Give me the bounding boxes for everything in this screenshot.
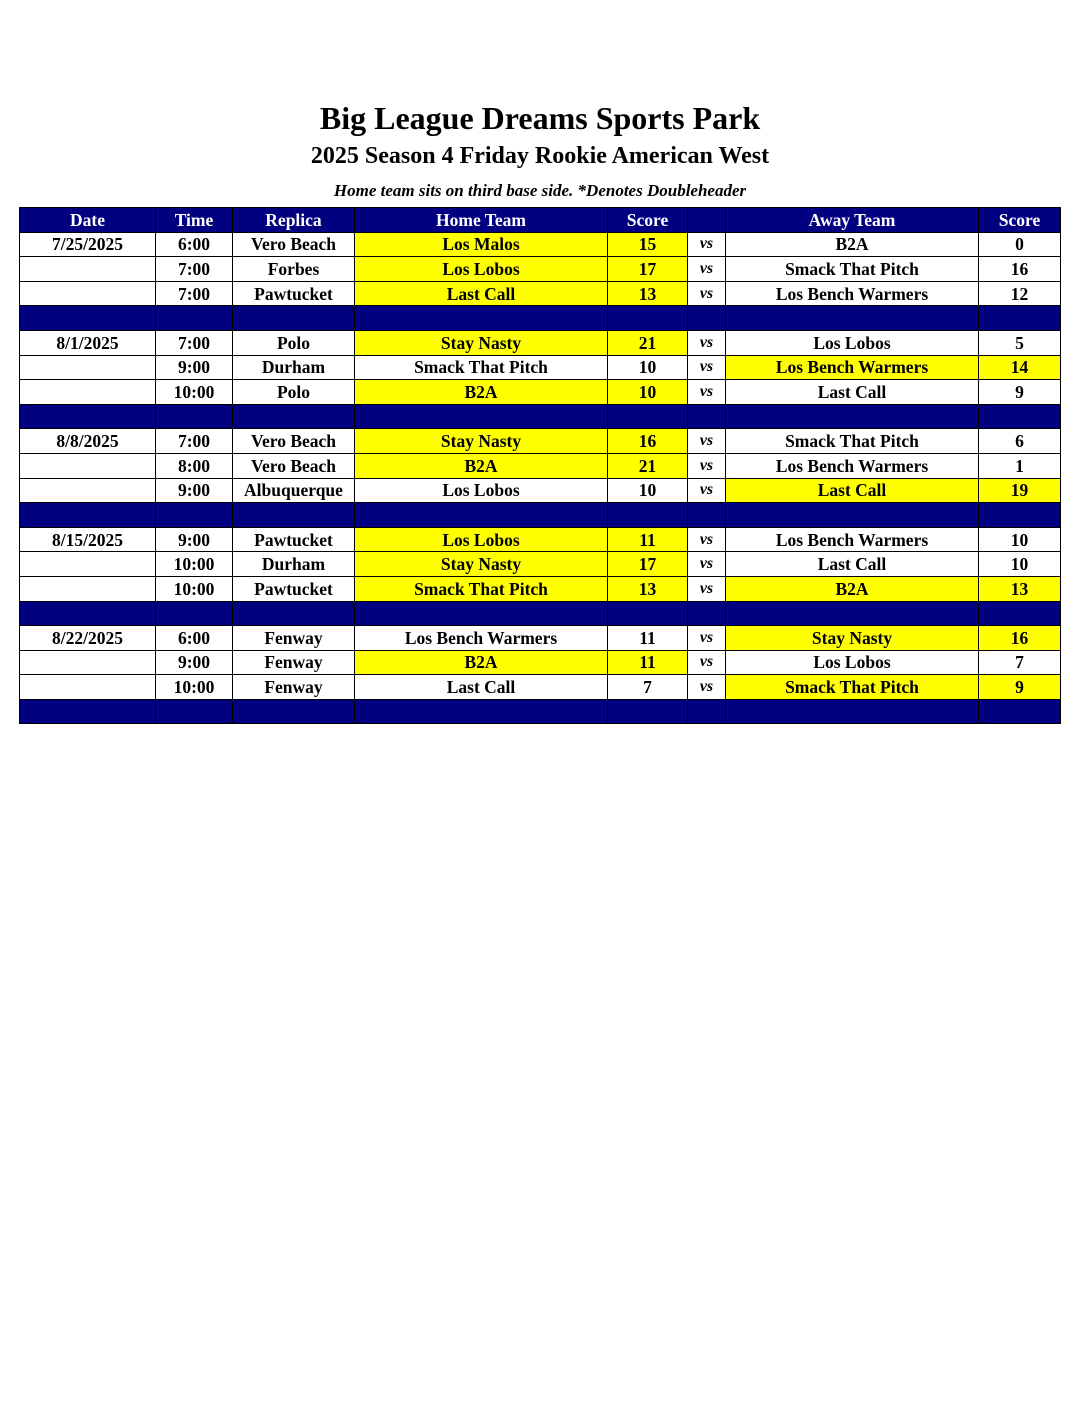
- separator-cell: [20, 306, 156, 331]
- home-team-cell: Smack That Pitch: [355, 576, 608, 601]
- separator-cell: [355, 404, 608, 429]
- away-score-cell: 16: [979, 626, 1061, 651]
- separator-cell: [156, 404, 233, 429]
- home-score-cell: 10: [608, 380, 688, 405]
- game-row: [20, 429, 1061, 454]
- home-score-cell: 13: [608, 576, 688, 601]
- home-team-cell: Los Lobos: [355, 257, 608, 282]
- page-title: Big League Dreams Sports Park: [319, 100, 761, 136]
- separator-cell: [979, 306, 1061, 331]
- time-cell: 9:00: [156, 527, 233, 552]
- vs-cell: vs: [688, 675, 726, 700]
- game-row: [20, 355, 1061, 380]
- separator-cell: [608, 601, 688, 626]
- column-header-date: Date: [20, 208, 156, 233]
- game-row: [20, 281, 1061, 306]
- home-score-cell: 11: [608, 626, 688, 651]
- game-row: [20, 650, 1061, 675]
- away-team-cell: B2A: [726, 232, 979, 257]
- away-team-cell: B2A: [726, 576, 979, 601]
- separator-cell: [688, 404, 726, 429]
- home-team-cell: B2A: [355, 650, 608, 675]
- column-header-away-team: Away Team: [726, 208, 979, 233]
- separator-cell: [233, 404, 355, 429]
- separator-row: [20, 601, 1061, 626]
- home-score-cell: 7: [608, 675, 688, 700]
- away-score-cell: 9: [979, 675, 1061, 700]
- home-team-cell: Stay Nasty: [355, 429, 608, 454]
- column-header-away-score: Score: [979, 208, 1061, 233]
- separator-cell: [726, 601, 979, 626]
- replica-cell: Fenway: [233, 650, 355, 675]
- date-cell: [20, 552, 156, 577]
- separator-cell: [355, 306, 608, 331]
- away-team-cell: Last Call: [726, 478, 979, 503]
- replica-cell: Forbes: [233, 257, 355, 282]
- separator-cell: [979, 699, 1061, 724]
- separator-cell: [726, 306, 979, 331]
- time-cell: 9:00: [156, 650, 233, 675]
- replica-cell: Polo: [233, 330, 355, 355]
- away-score-cell: 10: [979, 527, 1061, 552]
- separator-cell: [20, 601, 156, 626]
- away-team-cell: Los Lobos: [726, 650, 979, 675]
- separator-cell: [355, 699, 608, 724]
- date-cell: [20, 453, 156, 478]
- schedule-body: [20, 232, 1061, 724]
- away-score-cell: 12: [979, 281, 1061, 306]
- replica-cell: Durham: [233, 355, 355, 380]
- separator-cell: [726, 699, 979, 724]
- date-cell: [20, 576, 156, 601]
- separator-cell: [726, 503, 979, 528]
- game-row: [20, 232, 1061, 257]
- vs-cell: vs: [688, 576, 726, 601]
- date-cell: 8/22/2025: [20, 626, 156, 651]
- vs-cell: vs: [688, 650, 726, 675]
- replica-cell: Fenway: [233, 675, 355, 700]
- vs-cell: vs: [688, 330, 726, 355]
- separator-cell: [355, 601, 608, 626]
- game-row: [20, 257, 1061, 282]
- time-cell: 7:00: [156, 330, 233, 355]
- vs-cell: vs: [688, 380, 726, 405]
- game-row: [20, 626, 1061, 651]
- replica-cell: Durham: [233, 552, 355, 577]
- away-score-cell: 5: [979, 330, 1061, 355]
- table-header-row: [20, 208, 1061, 233]
- vs-cell: vs: [688, 453, 726, 478]
- home-score-cell: 10: [608, 355, 688, 380]
- vs-cell: vs: [688, 527, 726, 552]
- away-team-cell: Los Lobos: [726, 330, 979, 355]
- time-cell: 10:00: [156, 675, 233, 700]
- separator-cell: [233, 306, 355, 331]
- game-row: [20, 380, 1061, 405]
- away-team-cell: Stay Nasty: [726, 626, 979, 651]
- away-score-cell: 14: [979, 355, 1061, 380]
- replica-cell: Vero Beach: [233, 429, 355, 454]
- date-cell: [20, 257, 156, 282]
- home-team-cell: Los Malos: [355, 232, 608, 257]
- separator-cell: [233, 601, 355, 626]
- vs-cell: vs: [688, 281, 726, 306]
- replica-cell: Pawtucket: [233, 527, 355, 552]
- home-score-cell: 16: [608, 429, 688, 454]
- home-team-cell: Los Bench Warmers: [355, 626, 608, 651]
- separator-cell: [608, 699, 688, 724]
- vs-cell: vs: [688, 355, 726, 380]
- column-header-home-team: Home Team: [355, 208, 608, 233]
- separator-cell: [726, 404, 979, 429]
- away-score-cell: 1: [979, 453, 1061, 478]
- separator-cell: [608, 306, 688, 331]
- separator-cell: [20, 503, 156, 528]
- separator-cell: [688, 601, 726, 626]
- column-header-time: Time: [156, 208, 233, 233]
- away-team-cell: Los Bench Warmers: [726, 355, 979, 380]
- date-cell: 8/15/2025: [20, 527, 156, 552]
- vs-cell: vs: [688, 552, 726, 577]
- away-score-cell: 0: [979, 232, 1061, 257]
- home-team-cell: B2A: [355, 380, 608, 405]
- column-header-replica: Replica: [233, 208, 355, 233]
- separator-row: [20, 699, 1061, 724]
- away-team-cell: Smack That Pitch: [726, 429, 979, 454]
- home-score-cell: 17: [608, 552, 688, 577]
- home-score-cell: 21: [608, 453, 688, 478]
- home-score-cell: 10: [608, 478, 688, 503]
- date-cell: [20, 478, 156, 503]
- home-team-cell: Smack That Pitch: [355, 355, 608, 380]
- away-team-cell: Last Call: [726, 380, 979, 405]
- separator-cell: [20, 699, 156, 724]
- away-team-cell: Los Bench Warmers: [726, 281, 979, 306]
- home-score-cell: 13: [608, 281, 688, 306]
- away-score-cell: 6: [979, 429, 1061, 454]
- separator-row: [20, 503, 1061, 528]
- separator-row: [20, 404, 1061, 429]
- home-team-cell: Los Lobos: [355, 527, 608, 552]
- time-cell: 6:00: [156, 232, 233, 257]
- away-team-cell: Last Call: [726, 552, 979, 577]
- away-team-cell: Smack That Pitch: [726, 675, 979, 700]
- time-cell: 9:00: [156, 478, 233, 503]
- home-team-cell: Stay Nasty: [355, 330, 608, 355]
- away-team-cell: Los Bench Warmers: [726, 527, 979, 552]
- separator-cell: [156, 503, 233, 528]
- date-cell: [20, 281, 156, 306]
- page-note: Home team sits on third base side. *Denotes Doubleheader: [333, 181, 747, 200]
- time-cell: 8:00: [156, 453, 233, 478]
- home-score-cell: 21: [608, 330, 688, 355]
- separator-cell: [156, 699, 233, 724]
- away-team-cell: Los Bench Warmers: [726, 453, 979, 478]
- home-score-cell: 15: [608, 232, 688, 257]
- time-cell: 7:00: [156, 281, 233, 306]
- home-team-cell: B2A: [355, 453, 608, 478]
- home-team-cell: Last Call: [355, 675, 608, 700]
- away-team-cell: Smack That Pitch: [726, 257, 979, 282]
- vs-cell: vs: [688, 257, 726, 282]
- time-cell: 10:00: [156, 576, 233, 601]
- vs-cell: vs: [688, 478, 726, 503]
- separator-cell: [233, 699, 355, 724]
- replica-cell: Albuquerque: [233, 478, 355, 503]
- replica-cell: Vero Beach: [233, 232, 355, 257]
- vs-cell: vs: [688, 429, 726, 454]
- away-score-cell: 16: [979, 257, 1061, 282]
- column-header-vs: [688, 208, 726, 233]
- date-cell: 8/1/2025: [20, 330, 156, 355]
- away-score-cell: 9: [979, 380, 1061, 405]
- separator-cell: [608, 503, 688, 528]
- vs-cell: vs: [688, 232, 726, 257]
- away-score-cell: 7: [979, 650, 1061, 675]
- separator-cell: [688, 503, 726, 528]
- home-team-cell: Stay Nasty: [355, 552, 608, 577]
- column-header-home-score: Score: [608, 208, 688, 233]
- game-row: [20, 478, 1061, 503]
- home-score-cell: 11: [608, 527, 688, 552]
- game-row: [20, 576, 1061, 601]
- vs-cell: vs: [688, 626, 726, 651]
- separator-cell: [20, 404, 156, 429]
- separator-cell: [979, 404, 1061, 429]
- separator-cell: [979, 503, 1061, 528]
- game-row: [20, 330, 1061, 355]
- separator-cell: [688, 699, 726, 724]
- home-score-cell: 11: [608, 650, 688, 675]
- page-subtitle: 2025 Season 4 Friday Rookie American West: [310, 143, 770, 169]
- game-row: [20, 453, 1061, 478]
- schedule-table: [19, 207, 1061, 724]
- replica-cell: Pawtucket: [233, 281, 355, 306]
- away-score-cell: 10: [979, 552, 1061, 577]
- time-cell: 10:00: [156, 380, 233, 405]
- game-row: [20, 527, 1061, 552]
- separator-cell: [156, 306, 233, 331]
- game-row: [20, 552, 1061, 577]
- time-cell: 7:00: [156, 257, 233, 282]
- away-score-cell: 13: [979, 576, 1061, 601]
- date-cell: [20, 380, 156, 405]
- separator-row: [20, 306, 1061, 331]
- separator-cell: [688, 306, 726, 331]
- date-cell: 8/8/2025: [20, 429, 156, 454]
- time-cell: 7:00: [156, 429, 233, 454]
- home-score-cell: 17: [608, 257, 688, 282]
- date-cell: 7/25/2025: [20, 232, 156, 257]
- separator-cell: [156, 601, 233, 626]
- date-cell: [20, 650, 156, 675]
- date-cell: [20, 355, 156, 380]
- home-team-cell: Los Lobos: [355, 478, 608, 503]
- time-cell: 9:00: [156, 355, 233, 380]
- replica-cell: Polo: [233, 380, 355, 405]
- separator-cell: [608, 404, 688, 429]
- replica-cell: Fenway: [233, 626, 355, 651]
- time-cell: 10:00: [156, 552, 233, 577]
- game-row: [20, 675, 1061, 700]
- time-cell: 6:00: [156, 626, 233, 651]
- separator-cell: [233, 503, 355, 528]
- replica-cell: Vero Beach: [233, 453, 355, 478]
- separator-cell: [979, 601, 1061, 626]
- home-team-cell: Last Call: [355, 281, 608, 306]
- separator-cell: [355, 503, 608, 528]
- date-cell: [20, 675, 156, 700]
- replica-cell: Pawtucket: [233, 576, 355, 601]
- away-score-cell: 19: [979, 478, 1061, 503]
